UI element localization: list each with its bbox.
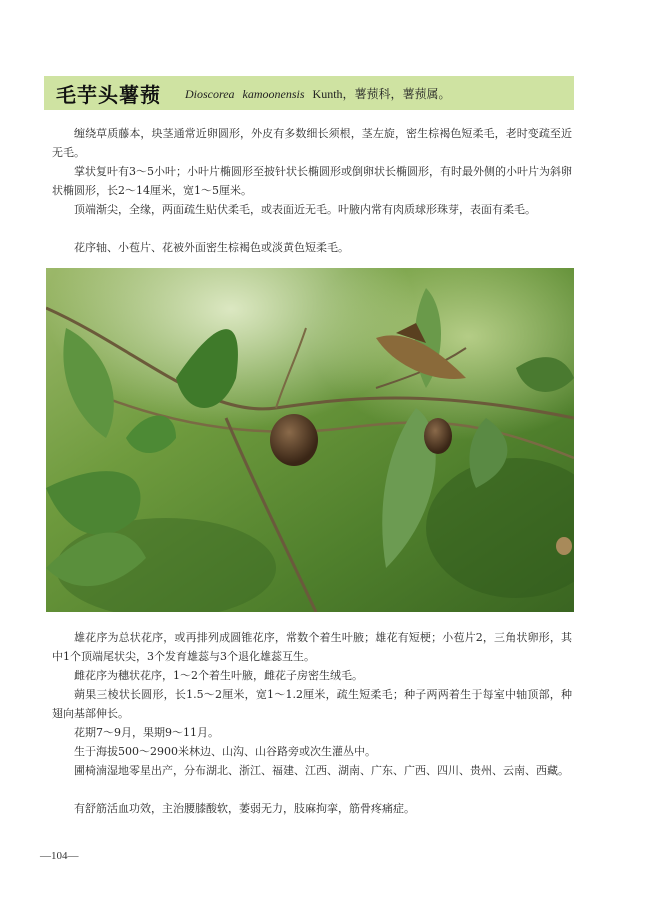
species-chinese-name: 毛芋头薯蓣 <box>56 82 161 107</box>
description-paragraph: 圃椅湳湿地零星出产，分布湖北、浙江、福建、江西、湖南、广东、广西、四川、贵州、云南、西藏。 <box>74 764 569 777</box>
latin-species: kamoonensis <box>242 86 305 101</box>
species-latin-name <box>185 85 451 102</box>
description-paragraph: 顶端渐尖，全缘，两面疏生贴伏柔毛，或表面近无毛。叶腋内常有肉质球形珠芽，表面有柔毛。 <box>74 203 536 216</box>
latin-genus: Dioscorea <box>185 86 235 101</box>
page-number: —104— <box>40 850 79 862</box>
description-paragraph: 缠绕草质藤本，块茎通常近卵圆形，外皮有多数细长须根，茎左旋，密生棕褐色短柔毛，老时变疏至近无毛。 <box>52 127 572 159</box>
description-paragraph: 生于海拔500～2900米林边、山沟、山谷路旁或次生灌丛中。 <box>74 745 376 758</box>
description-paragraph: 花期7～9月，果期9～11月。 <box>74 726 219 739</box>
description-paragraph: 雄花序为总状花序，或再排列成圆锥花序，常数个着生叶腋；雄花有短梗；小苞片2，三角状卵形，其中1个顶端尾状尖，3个发育雄蕊与3个退化雄蕊互生。 <box>52 631 572 663</box>
authority-family: Kunth，薯蓣科，薯蓣属。 <box>312 86 451 101</box>
description-paragraph: 掌状复叶有3～5小叶；小叶片椭圆形至披针状长椭圆形或倒卵状长椭圆形，有时最外侧的小叶片为斜卵状椭圆形，长2～14厘米，宽1～5厘米。 <box>52 165 572 197</box>
description-paragraph: 有舒筋活血功效，主治腰膝酸软，萎弱无力，肢麻拘挛，筋骨疼痛症。 <box>74 802 415 815</box>
description-paragraph: 花序轴、小苞片、花被外面密生棕褐色或淡黄色短柔毛。 <box>74 241 349 254</box>
title-banner <box>44 76 574 110</box>
description-paragraph: 蒴果三棱状长圆形，长1.5～2厘米，宽1～1.2厘米，疏生短柔毛；种子两两着生于每室中轴顶部，种翅向基部伸长。 <box>52 688 572 720</box>
description-paragraph: 雌花序为穗状花序，1～2个着生叶腋，雌花子房密生绒毛。 <box>74 669 363 682</box>
plant-photo <box>46 268 574 612</box>
